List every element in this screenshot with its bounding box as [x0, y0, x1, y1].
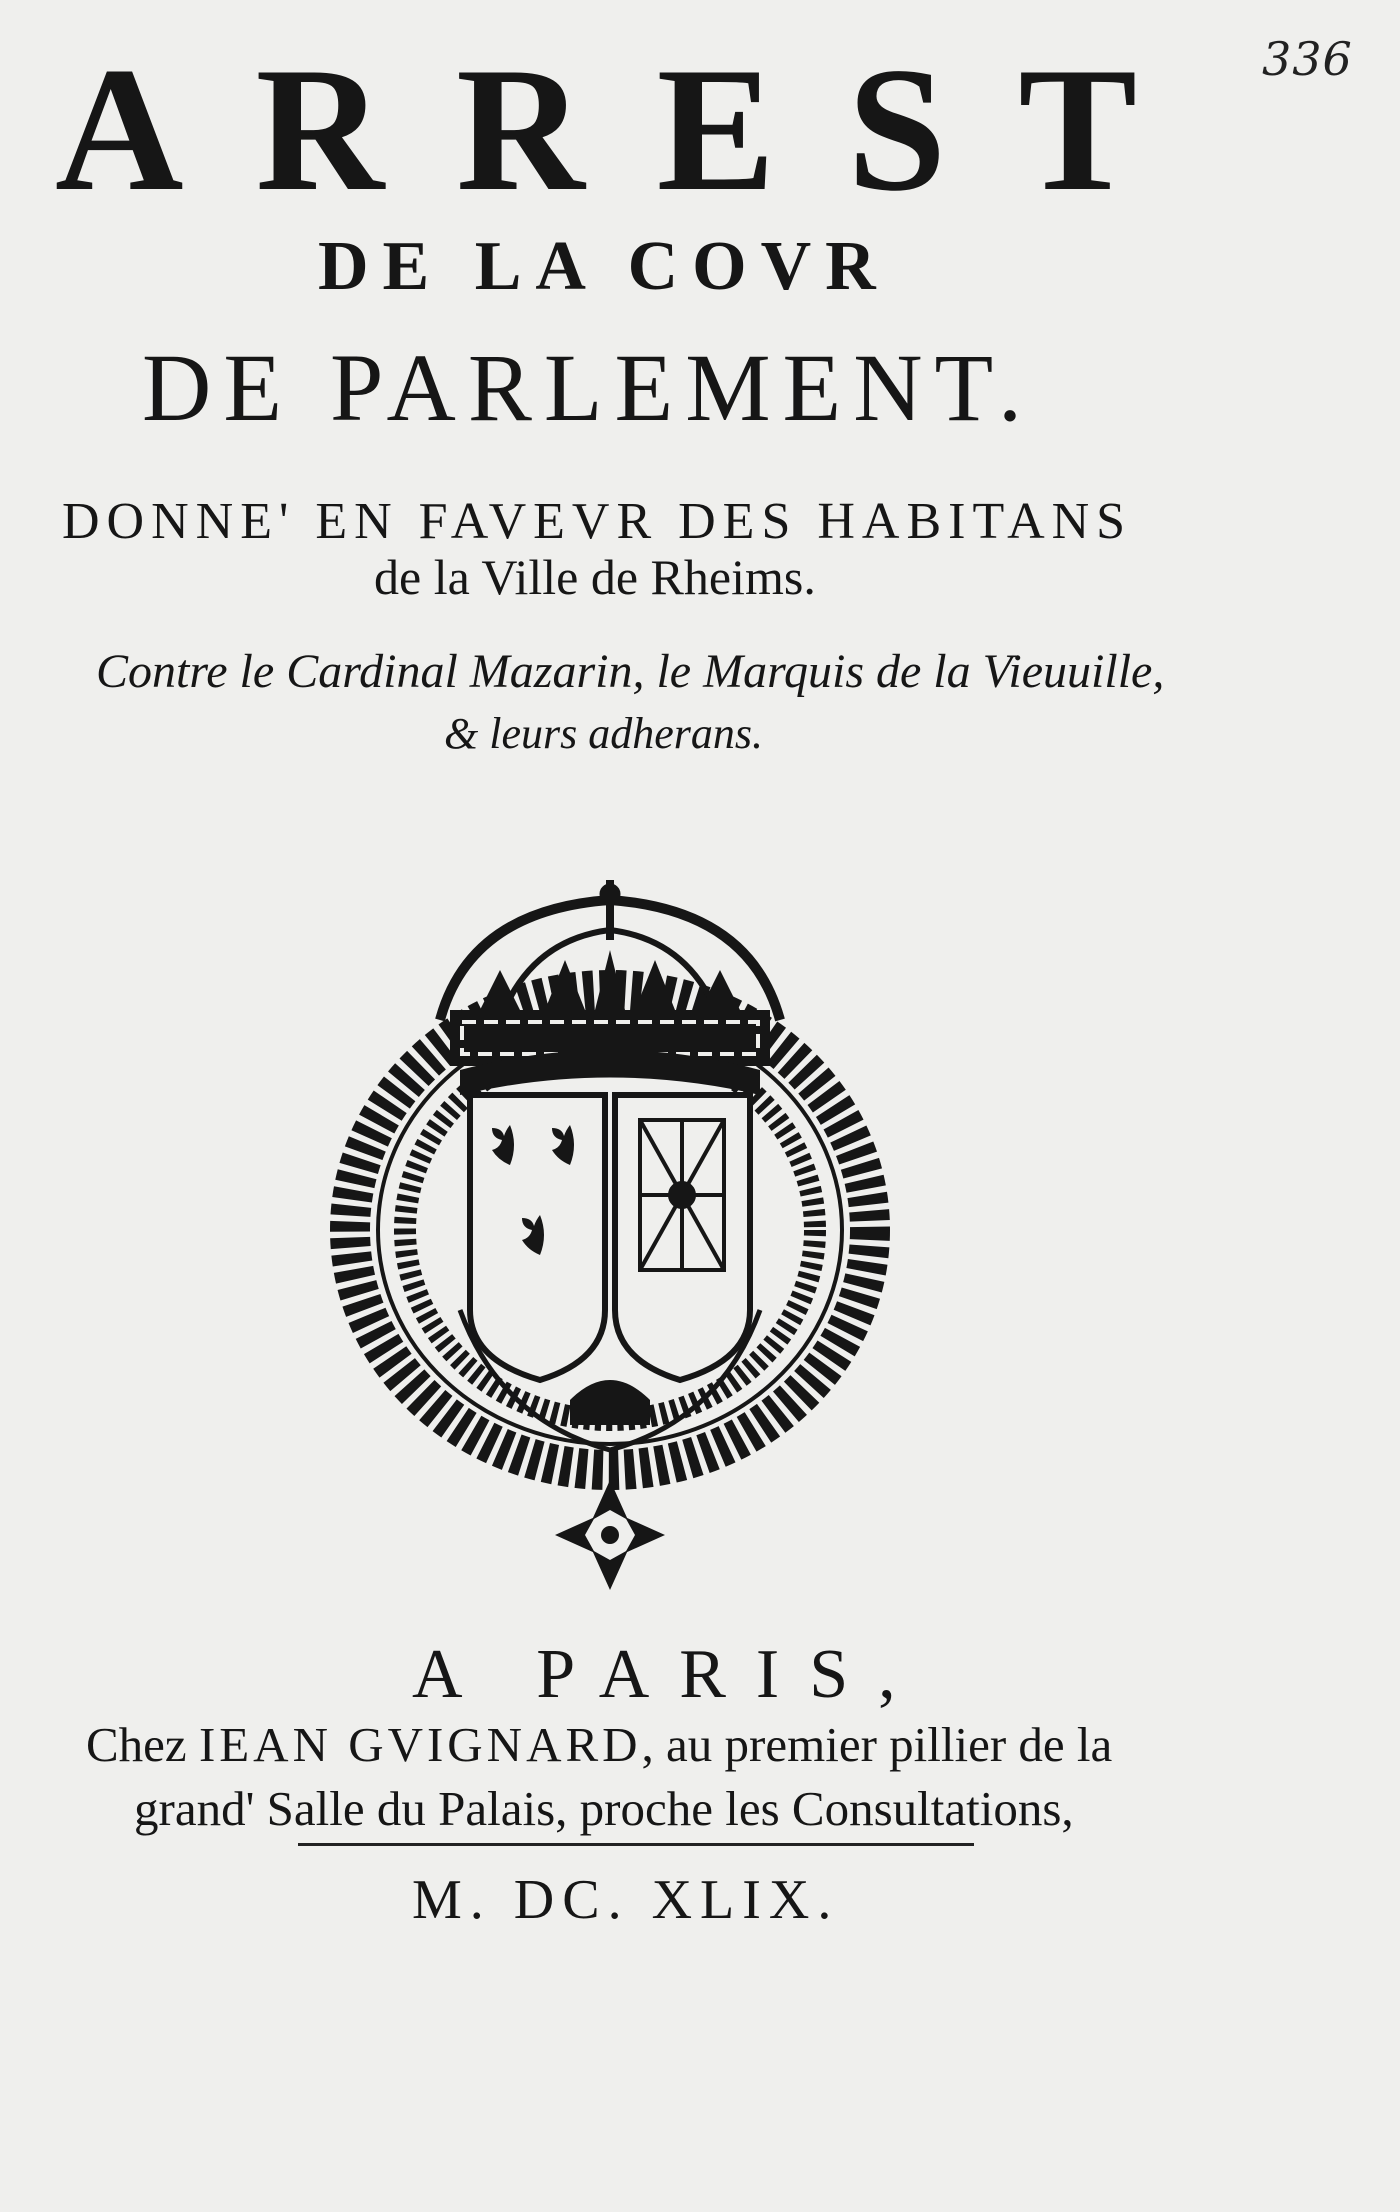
imprint-printer-prefix: Chez: [86, 1717, 199, 1772]
title-arrest: ARREST: [55, 30, 1210, 228]
imprint-date: M. DC. XLIX.: [412, 1869, 840, 1931]
imprint-city: A PARIS,: [412, 1636, 926, 1713]
folio-number: 336: [1262, 32, 1353, 86]
title-de-la-covr: DE LA COVR: [318, 228, 890, 305]
against-line-2: & leurs adherans.: [444, 709, 763, 758]
imprint-printer-suffix: , au premier pillier de la: [641, 1717, 1113, 1772]
title-de-parlement: DE PARLEMENT.: [142, 334, 1035, 441]
imprint-address: grand' Salle du Palais, proche les Consultations,: [134, 1781, 1074, 1836]
subtitle-rheims: de la Ville de Rheims.: [374, 549, 816, 605]
imprint-printer-name: IEAN GVIGNARD: [198, 1717, 642, 1772]
royal-arms-icon: [330, 880, 890, 1600]
divider-rule: [298, 1843, 974, 1846]
against-line-1: Contre le Cardinal Mazarin, le Marquis de la Vieuuille,: [96, 645, 1165, 698]
subtitle-donne: DONNE' EN FAVEVR DES HABITANS: [62, 493, 1133, 550]
imprint-printer: [86, 1717, 1400, 1772]
